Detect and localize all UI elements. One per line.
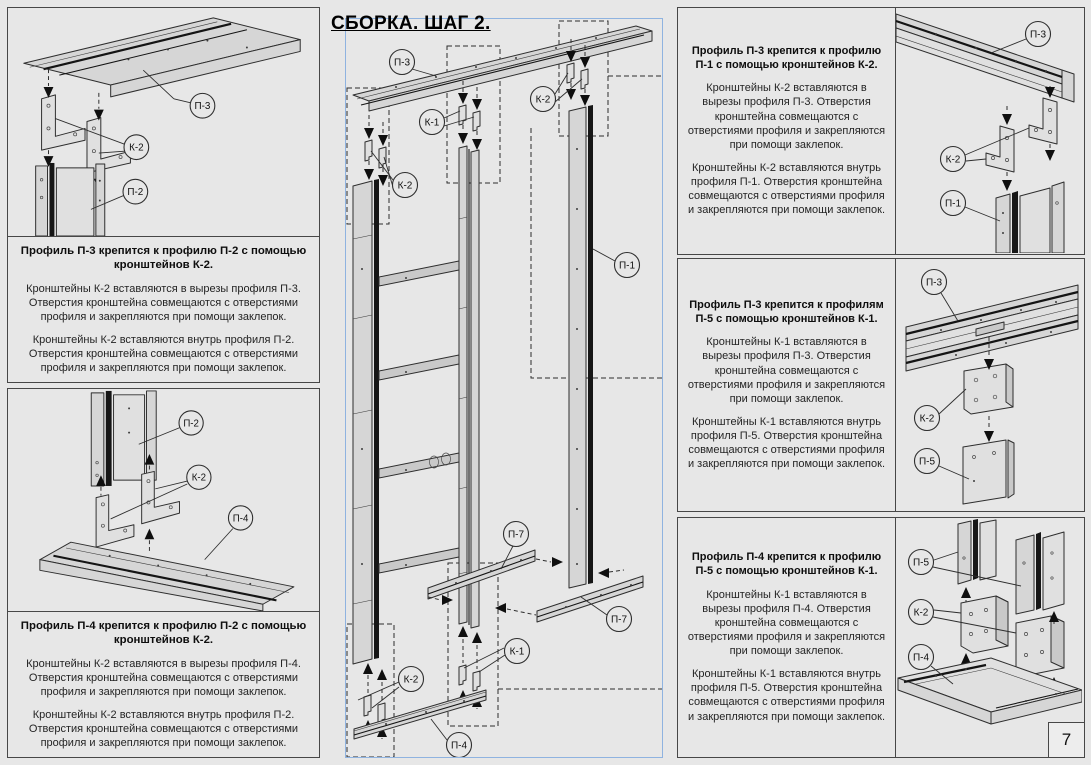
panel-bottom-right bbox=[677, 517, 1085, 758]
diagram-p4-to-p2 bbox=[8, 389, 318, 611]
diagram-p4-to-p5 bbox=[896, 518, 1082, 756]
panel-heading: Профиль П-4 крепится к профилю П-2 с помощью кронштейнов К-2. bbox=[20, 620, 307, 647]
profile-p2-drawing bbox=[91, 391, 156, 486]
dashed-zone-boxes bbox=[347, 21, 662, 757]
page-number: 7 bbox=[1061, 730, 1072, 749]
bracket-k2-pieces bbox=[42, 95, 131, 173]
svg-text:К-2: К-2 bbox=[913, 607, 929, 619]
label-p5 bbox=[915, 449, 970, 480]
panel-heading: Профиль П-3 крепится к профилям П-5 с помощью кронштейнов К-1. bbox=[689, 298, 884, 325]
left-post bbox=[353, 179, 379, 664]
profile-p3-drawing bbox=[906, 285, 1078, 371]
panel-paragraph: Кронштейны К-2 вставляются в вырезы профиля П-3. Отверстия кронштейна совмещаются с отверстиями профиля и закрепляются при помощи заклепок. bbox=[687, 82, 886, 151]
center-assembly-frame bbox=[345, 18, 663, 758]
svg-text:К-2: К-2 bbox=[397, 180, 413, 192]
panel-paragraph: Кронштейны К-2 вставляются внутрь профиля П-2. Отверстия кронштейна совмещаются с отверстиями профиля и закрепляются при помощи заклепок. bbox=[28, 333, 299, 374]
panel-paragraph: Кронштейны К-2 вставляются в вырезы профиля П-4. Отверстия кронштейна совмещаются с отверстиями профиля и закрепляются при помощи заклепок. bbox=[26, 657, 301, 698]
svg-text:П-2: П-2 bbox=[127, 187, 144, 199]
label-p1 bbox=[941, 191, 1001, 222]
svg-text:П-2: П-2 bbox=[183, 418, 199, 430]
svg-text:К-2: К-2 bbox=[403, 674, 419, 686]
svg-text:К-2: К-2 bbox=[945, 154, 961, 166]
diagram-p3-to-p1 bbox=[896, 8, 1082, 253]
svg-text:П-3: П-3 bbox=[194, 101, 211, 113]
panel-paragraph: Кронштейны К-1 вставляются внутрь профиля П-5. Отверстия кронштейна совмещаются с отверстиями профиля и закрепляются при помощи заклепок. bbox=[687, 415, 886, 471]
svg-text:К-2: К-2 bbox=[191, 472, 207, 484]
profile-p3-drawing bbox=[24, 18, 300, 97]
svg-text:П-4: П-4 bbox=[912, 652, 930, 664]
panel-paragraph: Кронштейны К-2 вставляются внутрь профиля П-2. Отверстия кронштейна совмещаются с отверстиями профиля и закрепляются при помощи заклепок. bbox=[28, 708, 299, 749]
profile-p1-post bbox=[569, 105, 593, 588]
panel-paragraph: Кронштейны К-1 вставляются в вырезы профиля П-4. Отверстия кронштейна совмещаются с отверстиями профиля и закрепляются при помощи заклепок. bbox=[687, 588, 886, 658]
panel-paragraph: Кронштейны К-2 вставляются внутрь профиля П-1. Отверстия кронштейна совмещаются с отверстиями профиля и закрепляются при помощи заклепок. bbox=[687, 161, 886, 217]
label-k1-bottom bbox=[464, 639, 530, 673]
svg-text:П-3: П-3 bbox=[925, 277, 943, 289]
svg-text:П-5: П-5 bbox=[912, 557, 930, 569]
diagram-p3-to-p2 bbox=[8, 8, 318, 236]
label-k2 bbox=[941, 128, 1030, 172]
panel-paragraph: Кронштейны К-2 вставляются в вырезы профиля П-3. Отверстия кронштейна совмещаются с отверстиями профиля и закрепляются при помощи заклепок. bbox=[26, 282, 301, 323]
label-p7-bottom bbox=[581, 597, 632, 632]
label-p1 bbox=[593, 249, 640, 278]
label-p3 bbox=[390, 50, 437, 77]
svg-text:К-2: К-2 bbox=[535, 94, 551, 106]
bracket-k2-pieces bbox=[986, 98, 1057, 172]
panel-top-left-text bbox=[8, 237, 319, 382]
panel-bottom-left-text bbox=[8, 612, 319, 757]
svg-text:П-1: П-1 bbox=[944, 198, 962, 210]
diagram-main-assembly bbox=[346, 19, 662, 757]
panel-middle-right-text bbox=[678, 259, 896, 511]
label-p3 bbox=[922, 270, 959, 322]
svg-text:П-7: П-7 bbox=[610, 614, 628, 626]
crossbars bbox=[379, 261, 459, 573]
profile-p4-bottom bbox=[354, 690, 486, 739]
svg-text:П-5: П-5 bbox=[918, 456, 936, 468]
panel-bottom-right-text bbox=[678, 518, 896, 757]
panel-bottom-left bbox=[7, 388, 320, 758]
page-title: СБОРКА. ШАГ 2. bbox=[331, 13, 491, 34]
panel-paragraph: Кронштейны К-1 вставляются внутрь профиля П-5. Отверстия кронштейна совмещаются с отверстиями профиля и закрепляются при помощи заклепок. bbox=[687, 668, 886, 723]
cluster-k1-top bbox=[458, 81, 482, 150]
profile-p4-drawing bbox=[40, 542, 294, 611]
panel-heading: Профиль П-3 крепится к профилю П-1 с помощью кронштейнов К-2. bbox=[691, 44, 882, 71]
svg-text:К-1: К-1 bbox=[424, 117, 440, 129]
svg-text:П-3: П-3 bbox=[393, 57, 411, 69]
label-k2 bbox=[915, 389, 967, 431]
panel-heading: Профиль П-4 крепится к профилю П-5 с помощью кронштейнов К-1. bbox=[691, 551, 882, 578]
svg-text:К-2: К-2 bbox=[129, 142, 144, 154]
label-p4 bbox=[205, 506, 253, 560]
profile-p1-drawing bbox=[996, 182, 1064, 253]
profile-p5-drawing bbox=[963, 440, 1014, 504]
svg-text:П-4: П-4 bbox=[450, 740, 468, 752]
bracket-k2-plate bbox=[964, 364, 1013, 414]
panel-top-left bbox=[7, 7, 320, 383]
label-p3 bbox=[991, 22, 1051, 54]
svg-text:П-7: П-7 bbox=[507, 529, 525, 541]
profile-p5-posts bbox=[958, 519, 1064, 614]
svg-text:П-3: П-3 bbox=[1029, 29, 1047, 41]
center-rails bbox=[459, 146, 479, 628]
diagram-p3-to-p5 bbox=[896, 259, 1082, 510]
panel-top-right-text bbox=[678, 8, 896, 254]
label-p4 bbox=[431, 719, 472, 757]
page-number-box bbox=[1048, 722, 1085, 758]
cluster-k2-top-left bbox=[364, 115, 388, 186]
svg-text:П-4: П-4 bbox=[232, 513, 249, 525]
svg-text:К-1: К-1 bbox=[509, 646, 525, 658]
panel-heading: Профиль П-3 крепится к профилю П-2 с помощью кронштейнов К-2. bbox=[20, 245, 307, 272]
panel-paragraph: Кронштейны К-1 вставляются в вырезы профиля П-3. Отверстия кронштейна совмещаются с отверстиями профиля и закрепляются при помощи заклепок. bbox=[687, 336, 886, 405]
panel-middle-right bbox=[677, 258, 1085, 512]
svg-text:К-2: К-2 bbox=[919, 413, 935, 425]
svg-text:П-1: П-1 bbox=[618, 260, 636, 272]
profile-p2-drawing bbox=[36, 163, 105, 236]
panel-top-right bbox=[677, 7, 1085, 255]
